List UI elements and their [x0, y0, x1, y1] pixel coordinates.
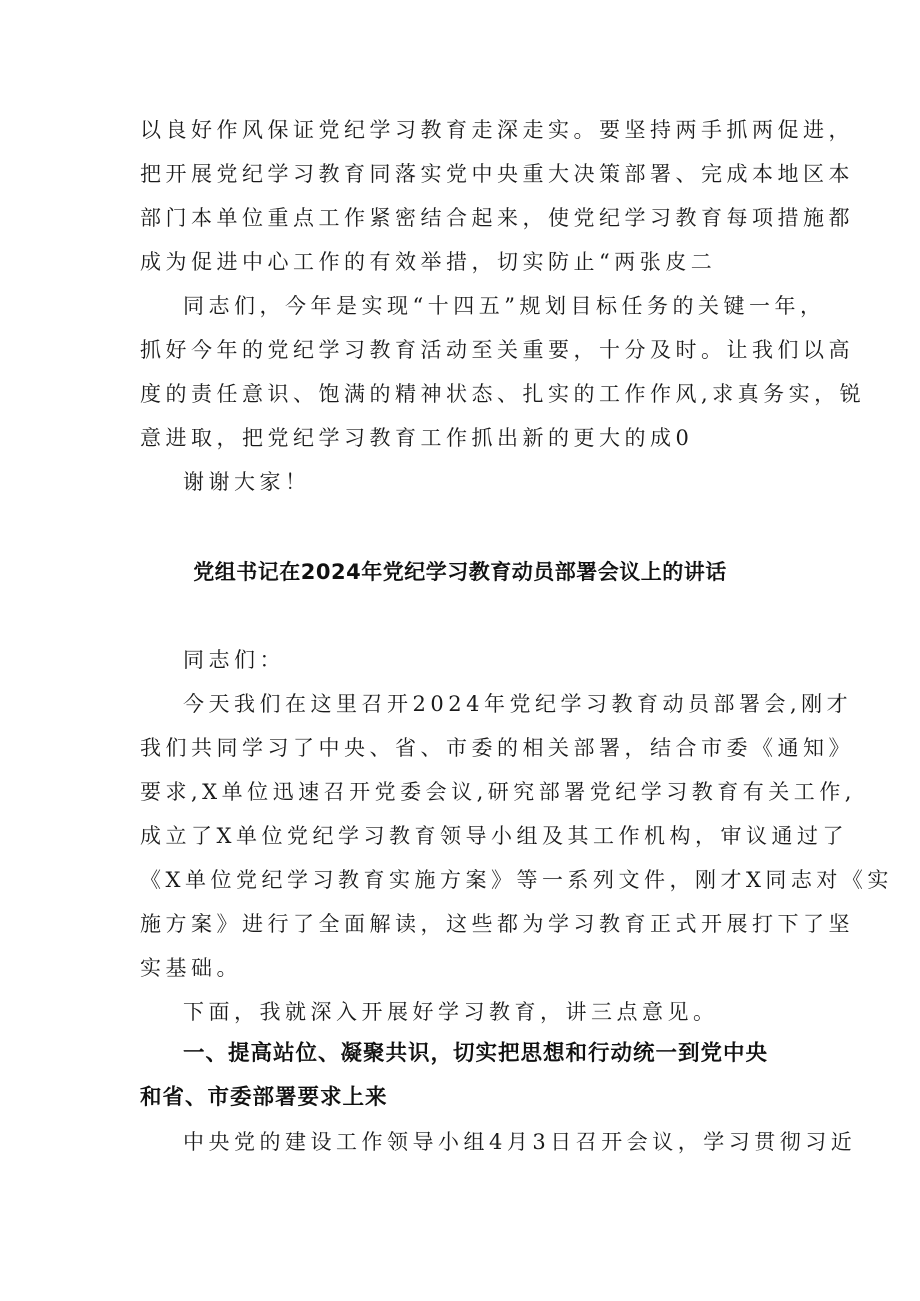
paragraph-line: 度的责任意识、饱满的精神状态、扎实的工作作风,求真务实，锐 [140, 382, 866, 406]
closing-thanks: 谢谢大家！ [183, 470, 311, 494]
paragraph-line: 意进取，把党纪学习教育工作抓出新的更大的成0 [140, 426, 694, 450]
paragraph-line: 抓好今年的党纪学习教育活动至关重要，十分及时。让我们以高 [140, 338, 854, 362]
paragraph-line: 以良好作风保证党纪学习教育走深走实。要坚持两手抓两促进， [140, 118, 854, 142]
paragraph-line: 成立了X单位党纪学习教育领导小组及其工作机构，审议通过了 [140, 824, 848, 848]
paragraph-line: 要求,X单位迅速召开党委会议,研究部署党纪学习教育有关工作, [140, 780, 856, 804]
paragraph-line: 成为促进中心工作的有效举措，切实防止“两张皮二 [140, 250, 717, 274]
paragraph-line: 下面，我就深入开展好学习教育，讲三点意见。 [183, 1000, 719, 1024]
paragraph-line: 部门本单位重点工作紧密结合起来，使党纪学习教育每项措施都 [140, 206, 854, 230]
paragraph-line: 施方案》进行了全面解读，这些都为学习教育正式开展打下了坚 [140, 912, 854, 936]
paragraph-line: 把开展党纪学习教育同落实党中央重大决策部署、完成本地区本 [140, 162, 854, 186]
salutation: 同志们： [183, 648, 285, 672]
paragraph-line: 《X单位党纪学习教育实施方案》等一系列文件，刚才X同志对《实 [140, 868, 893, 892]
paragraph-line: 同志们，今年是实现“十四五”规划目标任务的关键一年， [183, 294, 826, 318]
section-heading: 一、提高站位、凝聚共识，切实把思想和行动统一到党中央 [183, 1041, 769, 1066]
paragraph-line: 中央党的建设工作领导小组4月3日召开会议，学习贯彻习近 [183, 1130, 857, 1154]
speech-title: 党组书记在2024年党纪学习教育动员部署会议上的讲话 [193, 560, 727, 584]
paragraph-line: 实基础。 [140, 956, 242, 980]
section-heading: 和省、市委部署要求上来 [140, 1085, 388, 1110]
paragraph-line: 我们共同学习了中央、省、市委的相关部署，结合市委《通知》 [140, 736, 854, 760]
paragraph-line: 今天我们在这里召开2024年党纪学习教育动员部署会,刚才 [183, 692, 853, 716]
